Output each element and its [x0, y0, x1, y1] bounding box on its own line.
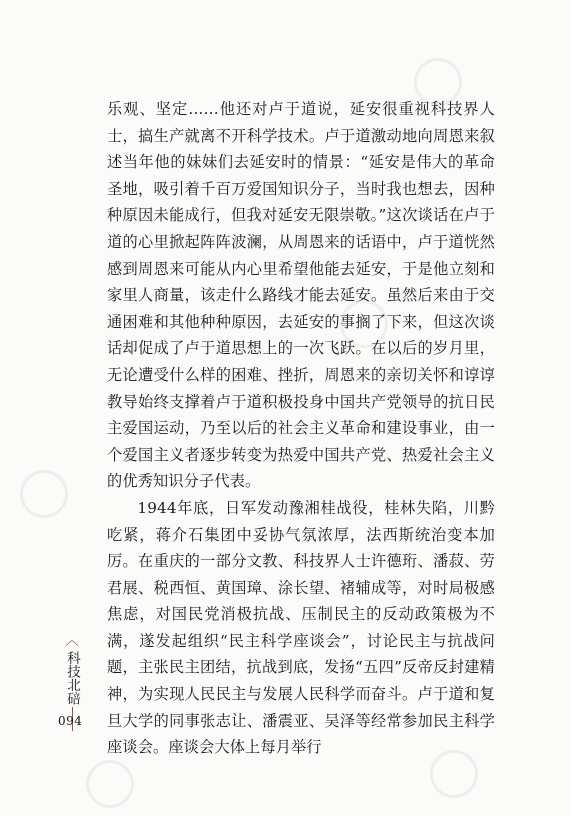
page-number: 094 — [58, 714, 83, 728]
series-title: 科技北碚 — [64, 651, 80, 705]
page-body — [107, 96, 495, 761]
paragraph-continued: 乐观、坚定……他还对卢于道说，延安很重视科技界人士，搞生产就离不开科学技术。卢于道激动地向周恩来叙述当年他的妹妹们去延安时的情景：“延安是伟大的革命圣地，吸引着千百万爱国知识分子，当时我也想去，因种种原因未能成行，但我对延安无限崇敬。”这次谈话在卢于道的心里掀起阵阵波澜，从周恩来的话语中，卢于道恍然感到周恩来可能从内心里希望他能去延安，于是他立刻和家里人商量，该走什么路线才能去延安。虽然后来由于交通困难和其他种种原因，去延安的事搁了下来，但这次谈话却促成了卢于道思想上的一次飞跃。在以后的岁月里，无论遭受什么样的困难、挫折，周恩来的亲切关怀和谆谆教导始终支撑着卢于道积极投身中国共产党领导的抗日民主爱国运动，乃至以后的社会主义革命和建设事业，由一个爱国主义者逐步转变为热爱中国共产党、热爱社会主义的优秀知识分子代表。 — [107, 100, 495, 491]
watermark-seal-icon — [10, 460, 77, 527]
chevron-up-icon: ︿ — [65, 633, 79, 649]
paragraph-1944: 1944年底，日军发动豫湘桂战役，桂林失陷，川黔吃紧，蒋介石集团中妥协气氛浓厚，法西斯统治变本加厉。在重庆的一部分文教、科技界人士许德珩、潘菽、劳君展、税西恒、黄国璋、涂长望、褚辅成等，对时局极感焦虑，对国民党消极抗战、压制民主的反动政策极为不满，遂发起组织“民主科学座谈会”，讨论民主与抗战问题，主张民主团结，抗战到底，发扬“五四”反帝反封建精神，为实现人民民主与发展人民科学而奋斗。卢于道和复旦大学的同事张志让、潘震亚、吴泽等经常参加民主科学座谈会。座谈会大体上每月举行 — [107, 498, 495, 757]
watermark-stamp — [10, 460, 77, 527]
